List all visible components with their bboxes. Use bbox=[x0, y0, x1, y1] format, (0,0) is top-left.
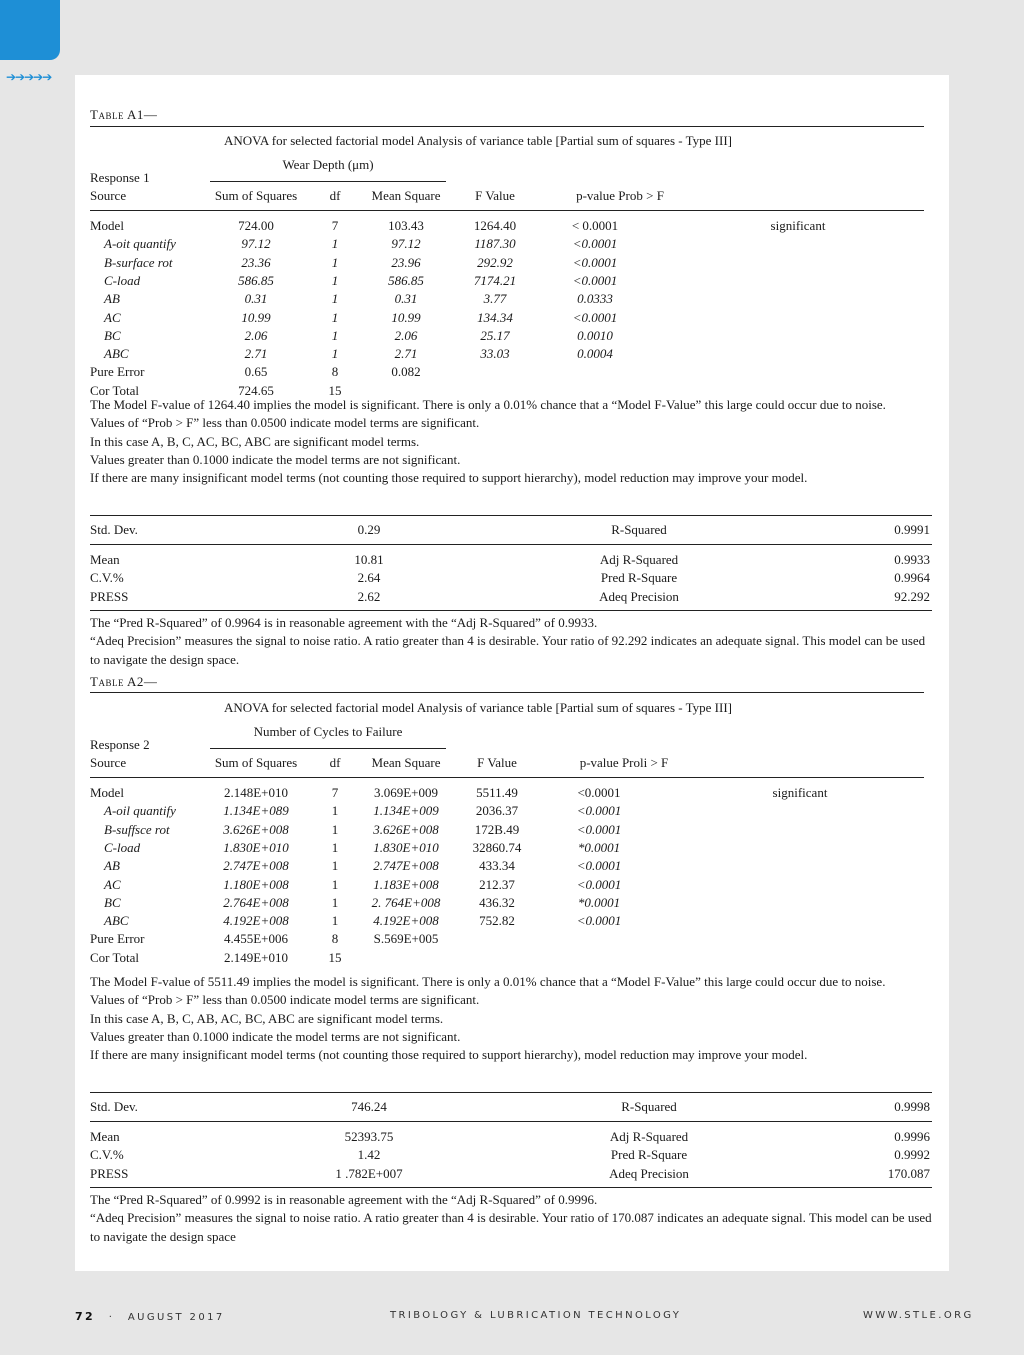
table-row-sum-of-squares: 4.455E+006 bbox=[223, 931, 289, 947]
table-row-mean-square: S.569E+005 bbox=[373, 931, 439, 947]
table-row-p-value: 0.0333 bbox=[577, 291, 613, 307]
table-row-f-value: 1264.40 bbox=[473, 218, 517, 233]
model-note: In this case A, B, C, AB, AC, BC, ABC are significant model terms. bbox=[90, 1010, 444, 1026]
measure-underline bbox=[210, 181, 446, 182]
table-row-significance: significant bbox=[772, 785, 828, 800]
table-top-rule bbox=[90, 126, 924, 127]
fit-stat-value: 0.9996 bbox=[894, 1129, 930, 1144]
footer-website: WWW.STLE.ORG bbox=[863, 1310, 974, 1321]
table-row-p-value: <0.0001 bbox=[572, 254, 618, 270]
column-header-p: p-value Proli > F bbox=[579, 755, 669, 770]
table-row-sum-of-squares: 2.148E+010 bbox=[223, 785, 289, 800]
footer-date: AUGUST 2017 bbox=[127, 1312, 225, 1323]
table-row-p-value: <0.0001 bbox=[576, 876, 622, 892]
table-row-f-value: 33.03 bbox=[480, 346, 510, 362]
fit-stat-value: 92.292 bbox=[894, 588, 930, 604]
fit-stat-label: Pred R-Square bbox=[610, 1147, 688, 1163]
table-row-sum-of-squares: 2.747E+008 bbox=[223, 858, 289, 874]
fit-stats-bottom-rule bbox=[90, 1187, 932, 1188]
fit-stat-label: Adj R-Squared bbox=[609, 1129, 689, 1144]
fit-stats-top-rule bbox=[90, 515, 932, 516]
table-row-f-value: 1187.30 bbox=[474, 236, 516, 252]
table-row-source: C-load bbox=[104, 272, 141, 288]
table-row-df: 1 bbox=[331, 803, 339, 819]
response-measure: Wear Depth (μm) bbox=[282, 157, 374, 172]
table-caption: Table A1— bbox=[90, 107, 158, 122]
model-notes bbox=[90, 396, 932, 487]
column-header-df: df bbox=[329, 188, 341, 203]
column-header-f: F Value bbox=[475, 188, 515, 203]
table-row-f-value: 134.34 bbox=[477, 309, 513, 325]
table-row-source: AC bbox=[104, 876, 121, 892]
model-note: Values of “Prob > F” less than 0.0500 indicate model terms are significant. bbox=[90, 415, 480, 431]
table-row-p-value: *0.0001 bbox=[577, 839, 621, 855]
model-note: Values greater than 0.1000 indicate the model terms are not significant. bbox=[90, 1028, 461, 1044]
footer-page-info bbox=[75, 1310, 225, 1323]
section-tab-decoration bbox=[0, 0, 60, 60]
fit-stats-top-rule bbox=[90, 1092, 932, 1093]
table-row-mean-square: 3.626E+008 bbox=[373, 821, 439, 837]
fit-stat-value: 10.81 bbox=[354, 552, 384, 567]
model-note: The Model F-value of 1264.40 implies the model is significant. There is only a 0.01% chance that a “Model F-Value” this large could occur due to noise. bbox=[90, 397, 886, 412]
table-title: ANOVA for selected factorial model Analysis of variance table [Partial sum of squares - Type III] bbox=[224, 133, 732, 148]
table-row-source: AB bbox=[104, 858, 120, 874]
table-row-sum-of-squares: 2.764E+008 bbox=[223, 894, 289, 910]
table-row-p-value: <0.0001 bbox=[577, 785, 621, 800]
table-row-p-value: <0.0001 bbox=[572, 309, 618, 325]
page-number: 72 bbox=[75, 1310, 96, 1323]
table-row-f-value: 433.34 bbox=[479, 858, 515, 874]
column-header-src: Source bbox=[90, 755, 127, 770]
table-row-df: 1 bbox=[331, 272, 339, 288]
table-row-source: AB bbox=[104, 291, 120, 307]
table-row-df: 1 bbox=[331, 254, 339, 270]
fit-stat-label: C.V.% bbox=[90, 1147, 124, 1163]
table-row-p-value: 0.0004 bbox=[577, 346, 613, 362]
table-row-sum-of-squares: 3.626E+008 bbox=[223, 821, 289, 837]
fit-stat-label: C.V.% bbox=[90, 570, 124, 586]
fit-stat-value: 170.087 bbox=[887, 1165, 930, 1181]
fit-stats-mid-rule bbox=[90, 1121, 932, 1122]
table-row-source: Cor Total bbox=[90, 949, 140, 965]
arrows-icon: ➔➔➔➔➔ bbox=[6, 70, 52, 84]
table-row-source: BC bbox=[104, 327, 121, 343]
table-row-f-value: 752.82 bbox=[479, 913, 515, 929]
table-row-source: Model bbox=[90, 218, 124, 233]
fit-stat-label: Adeq Precision bbox=[609, 1165, 689, 1181]
table-row-source: BC bbox=[104, 894, 121, 910]
table-row-f-value: 5511.49 bbox=[476, 785, 518, 800]
table-row-mean-square: 0.082 bbox=[391, 364, 421, 380]
table-title: ANOVA for selected factorial model Analysis of variance table [Partial sum of squares - Type III] bbox=[224, 700, 732, 715]
fit-stat-label: Adj R-Squared bbox=[599, 552, 679, 567]
table-row-mean-square: 103.43 bbox=[388, 218, 424, 233]
table-row-source: A-oit quantify bbox=[104, 236, 176, 252]
header-bottom-rule bbox=[90, 777, 924, 778]
fit-stat-value: 0.9933 bbox=[894, 552, 930, 567]
fit-stat-value: 52393.75 bbox=[344, 1129, 394, 1144]
fit-stat-value: 0.9992 bbox=[894, 1147, 930, 1163]
table-row-f-value: 212.37 bbox=[479, 876, 515, 892]
precision-note: “Adeq Precision” measures the signal to noise ratio. A ratio greater than 4 is desirable. Your ratio of 170.087 indicates an adequate signal. This model can be used to navigate the design space bbox=[90, 1210, 932, 1244]
table-row-df: 1 bbox=[331, 309, 339, 325]
fit-stat-value: 2.64 bbox=[357, 570, 381, 586]
table-row-mean-square: 2.71 bbox=[394, 346, 418, 362]
table-row-df: 1 bbox=[331, 858, 339, 874]
table-row-sum-of-squares: 0.31 bbox=[244, 291, 268, 307]
table-row-source: AC bbox=[104, 309, 121, 325]
column-header-f: F Value bbox=[477, 755, 517, 770]
table-row-source: B-surface rot bbox=[104, 254, 173, 270]
table-row-sum-of-squares: 724.00 bbox=[238, 218, 274, 233]
model-note: The Model F-value of 5511.49 implies the model is significant. There is only a 0.01% chance that a “Model F-Value” this large could occur due to noise. bbox=[90, 974, 886, 989]
table-row-f-value: 3.77 bbox=[483, 291, 507, 307]
fit-stat-value: 0.29 bbox=[357, 522, 381, 537]
table-caption: Table A2— bbox=[90, 674, 158, 689]
table-row-mean-square: 1.830E+010 bbox=[373, 839, 439, 855]
table-row-sum-of-squares: 724.65 bbox=[238, 382, 274, 398]
model-note: Values greater than 0.1000 indicate the model terms are not significant. bbox=[90, 451, 461, 467]
table-row-f-value: 32860.74 bbox=[472, 839, 522, 855]
column-header-ss: Sum of Squares bbox=[214, 755, 298, 770]
fit-stat-value: 0.9991 bbox=[894, 522, 930, 537]
fit-stats-bottom-rule bbox=[90, 610, 932, 611]
fit-stat-label: PRESS bbox=[90, 1165, 129, 1181]
table-row-sum-of-squares: 1.134E+089 bbox=[223, 803, 289, 819]
table-row-sum-of-squares: 97.12 bbox=[241, 236, 271, 252]
table-row-source: B-suffsce rot bbox=[104, 821, 170, 837]
table-row-sum-of-squares: 2.06 bbox=[244, 327, 268, 343]
table-row-df: 8 bbox=[331, 931, 339, 947]
fit-stat-value: 0.9998 bbox=[894, 1099, 930, 1114]
model-note: Values of “Prob > F” less than 0.0500 indicate model terms are significant. bbox=[90, 992, 480, 1008]
table-row-df: 7 bbox=[331, 785, 339, 800]
table-row-df: 1 bbox=[331, 913, 339, 929]
table-row-df: 7 bbox=[331, 218, 339, 233]
table-row-p-value: <0.0001 bbox=[576, 858, 622, 874]
footer-publication: TRIBOLOGY & LUBRICATION TECHNOLOGY bbox=[390, 1310, 682, 1321]
table-row-sum-of-squares: 10.99 bbox=[241, 309, 271, 325]
table-row-significance: significant bbox=[770, 218, 826, 233]
table-row-df: 8 bbox=[331, 364, 339, 380]
table-top-rule bbox=[90, 692, 924, 693]
table-row-df: 15 bbox=[328, 382, 342, 398]
precision-notes bbox=[90, 614, 932, 669]
table-row-source: ABC bbox=[104, 913, 129, 929]
table-row-df: 15 bbox=[328, 949, 342, 965]
column-header-p: p-value Prob > F bbox=[576, 188, 664, 203]
table-row-df: 1 bbox=[331, 821, 339, 837]
table-row-mean-square: 2. 764E+008 bbox=[371, 894, 441, 910]
fit-stat-label: R-Squared bbox=[611, 522, 667, 537]
table-row-source: ABC bbox=[104, 346, 129, 362]
table-row-df: 1 bbox=[331, 327, 339, 343]
fit-stat-label: PRESS bbox=[90, 588, 129, 604]
fit-stat-label: Mean bbox=[90, 1129, 120, 1144]
table-row-df: 1 bbox=[331, 894, 339, 910]
header-bottom-rule bbox=[90, 210, 924, 211]
table-row-p-value: <0.0001 bbox=[572, 272, 618, 288]
table-row-sum-of-squares: 1.180E+008 bbox=[223, 876, 289, 892]
table-row-f-value: 436.32 bbox=[479, 894, 515, 910]
response-label: Response 1 bbox=[90, 170, 150, 185]
table-row-p-value: 0.0010 bbox=[577, 327, 613, 343]
fit-stat-value: 0.9964 bbox=[894, 570, 930, 586]
table-row-source: Pure Error bbox=[90, 931, 145, 947]
table-row-p-value: <0.0001 bbox=[576, 803, 622, 819]
table-row-source: Pure Error bbox=[90, 364, 145, 380]
column-header-ss: Sum of Squares bbox=[214, 188, 298, 203]
fit-stat-value: 1.42 bbox=[357, 1147, 381, 1163]
table-row-sum-of-squares: 2.149E+010 bbox=[223, 949, 289, 965]
table-row-sum-of-squares: 23.36 bbox=[241, 254, 271, 270]
table-row-f-value: 292.92 bbox=[477, 254, 513, 270]
fit-stat-label: R-Squared bbox=[621, 1099, 677, 1114]
table-row-f-value: 172B.49 bbox=[474, 821, 520, 837]
table-row-mean-square: 97.12 bbox=[391, 236, 421, 252]
table-row-sum-of-squares: 1.830E+010 bbox=[223, 839, 289, 855]
table-row-mean-square: 4.192E+008 bbox=[373, 913, 439, 929]
column-header-ms: Mean Square bbox=[371, 188, 441, 203]
model-note: If there are many insignificant model terms (not counting those required to support hierarchy), model reduction may improve your model. bbox=[90, 1047, 808, 1063]
fit-stats-mid-rule bbox=[90, 544, 932, 545]
table-row-source: C-load bbox=[104, 839, 141, 855]
table-row-p-value: <0.0001 bbox=[572, 236, 618, 252]
table-row-p-value: *0.0001 bbox=[577, 894, 621, 910]
table-row-mean-square: 2.747E+008 bbox=[373, 858, 439, 874]
table-row-p-value: < 0.0001 bbox=[571, 218, 619, 233]
table-row-sum-of-squares: 0.65 bbox=[244, 364, 268, 380]
fit-stat-label: Adeq Precision bbox=[599, 588, 679, 604]
table-row-df: 1 bbox=[331, 876, 339, 892]
model-note: If there are many insignificant model terms (not counting those required to support hierarchy), model reduction may improve your model. bbox=[90, 470, 808, 486]
fit-stat-label: Pred R-Square bbox=[600, 570, 678, 586]
precision-note: “Adeq Precision” measures the signal to noise ratio. A ratio greater than 4 is desirable. Your ratio of 92.292 indicates an adequate signal. This model can be used to navigate the design space. bbox=[90, 633, 926, 667]
fit-stat-label: Mean bbox=[90, 552, 120, 567]
table-row-df: 1 bbox=[331, 291, 339, 307]
table-row-mean-square: 586.85 bbox=[388, 272, 424, 288]
model-notes bbox=[90, 973, 932, 1064]
fit-stat-value: 2.62 bbox=[357, 588, 381, 604]
table-row-mean-square: 2.06 bbox=[394, 327, 418, 343]
fit-stat-label: Std. Dev. bbox=[90, 522, 138, 537]
table-row-df: 1 bbox=[331, 346, 339, 362]
table-row-source: A-oil quantify bbox=[104, 803, 176, 819]
table-row-mean-square: 1.183E+008 bbox=[373, 876, 439, 892]
model-note: In this case A, B, C, AC, BC, ABC are significant model terms. bbox=[90, 433, 420, 449]
column-header-ms: Mean Square bbox=[371, 755, 441, 770]
table-row-mean-square: 1.134E+009 bbox=[373, 803, 439, 819]
response-label: Response 2 bbox=[90, 737, 150, 752]
table-row-sum-of-squares: 586.85 bbox=[238, 272, 274, 288]
table-row-f-value: 2036.37 bbox=[475, 803, 519, 819]
response-measure: Number of Cycles to Failure bbox=[253, 724, 403, 739]
measure-underline bbox=[210, 748, 446, 749]
precision-note: The “Pred R-Squared” of 0.9964 is in reasonable agreement with the “Adj R-Squared” of 0.9933. bbox=[90, 615, 598, 630]
table-row-p-value: <0.0001 bbox=[576, 913, 622, 929]
fit-stat-value: 746.24 bbox=[351, 1099, 387, 1114]
table-row-mean-square: 23.96 bbox=[391, 254, 421, 270]
table-row-source: Cor Total bbox=[90, 382, 140, 398]
table-row-f-value: 25.17 bbox=[480, 327, 510, 343]
precision-notes bbox=[90, 1191, 932, 1246]
column-header-src: Source bbox=[90, 188, 127, 203]
table-row-f-value: 7174.21 bbox=[473, 272, 517, 288]
footer-separator: · bbox=[108, 1312, 115, 1323]
table-row-df: 1 bbox=[331, 839, 339, 855]
table-row-mean-square: 0.31 bbox=[394, 291, 418, 307]
table-row-sum-of-squares: 2.71 bbox=[244, 346, 268, 362]
fit-stat-value: 1 .782E+007 bbox=[335, 1165, 403, 1181]
fit-stat-label: Std. Dev. bbox=[90, 1099, 138, 1114]
table-row-p-value: <0.0001 bbox=[576, 821, 622, 837]
table-row-sum-of-squares: 4.192E+008 bbox=[223, 913, 289, 929]
table-row-mean-square: 3.069E+009 bbox=[373, 785, 439, 800]
table-row-source: Model bbox=[90, 785, 124, 800]
table-row-df: 1 bbox=[331, 236, 339, 252]
table-row-mean-square: 10.99 bbox=[391, 309, 421, 325]
precision-note: The “Pred R-Squared” of 0.9992 is in reasonable agreement with the “Adj R-Squared” of 0.9996. bbox=[90, 1192, 598, 1207]
column-header-df: df bbox=[329, 755, 341, 770]
